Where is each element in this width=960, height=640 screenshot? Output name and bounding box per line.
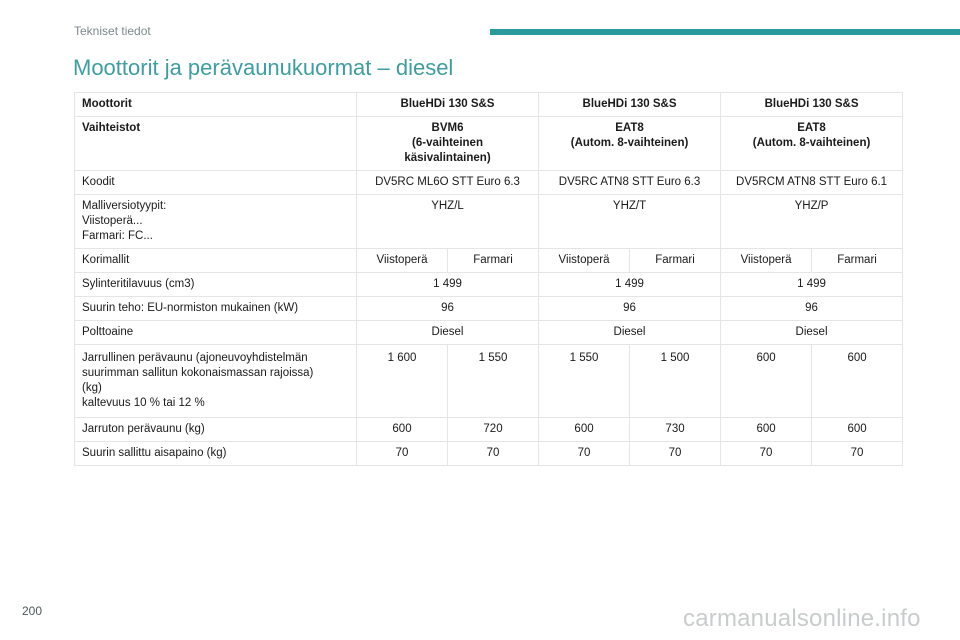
gearbox-line: EAT8 [797, 122, 826, 134]
power-cell: 96 [357, 297, 539, 321]
gearbox-line: BVM6 [431, 122, 464, 134]
header-accent-bar [490, 29, 960, 35]
braked-trailer-label-line: Jarrullinen perävaunu (ajoneuvoyhdistelmän [82, 352, 308, 364]
displacement-cell: 1 499 [721, 273, 903, 297]
codes-label: Koodit [75, 171, 357, 195]
model-cell: YHZ/P [721, 195, 903, 249]
page-title: Moottorit ja perävaunukuormat – diesel [73, 55, 454, 80]
watermark: carmanualsonline.info [683, 605, 921, 632]
engine-header: BlueHDi 130 S&S [357, 93, 539, 117]
table-row-fuel [75, 321, 903, 345]
braked-trailer-cell: 1 500 [630, 345, 721, 418]
braked-trailer-cell: 1 550 [448, 345, 539, 418]
section-label: Tekniset tiedot [74, 24, 151, 38]
models-label-line: Farmari: FC... [82, 230, 153, 242]
engine-header: BlueHDi 130 S&S [721, 93, 903, 117]
nose-weight-cell: 70 [721, 442, 812, 466]
body-cell: Viistoperä [357, 249, 448, 273]
body-cell: Farmari [630, 249, 721, 273]
table-row-gearbox [75, 117, 903, 171]
fuel-label: Polttoaine [75, 321, 357, 345]
gearbox-cell [721, 117, 903, 171]
displacement-label: Sylinteritilavuus (cm3) [75, 273, 357, 297]
gearbox-line: käsivalintainen) [404, 152, 491, 164]
power-cell: 96 [721, 297, 903, 321]
gearbox-label: Vaihteistot [75, 117, 357, 171]
body-cell: Viistoperä [721, 249, 812, 273]
unbraked-trailer-cell: 600 [357, 418, 448, 442]
bodies-label: Korimallit [75, 249, 357, 273]
unbraked-trailer-cell: 600 [812, 418, 903, 442]
unbraked-trailer-cell: 600 [539, 418, 630, 442]
gearbox-cell [539, 117, 721, 171]
model-cell: YHZ/L [357, 195, 539, 249]
code-cell: DV5RC ATN8 STT Euro 6.3 [539, 171, 721, 195]
models-label-line: Malliversiotyypit: [82, 200, 167, 212]
unbraked-trailer-label: Jarruton perävaunu (kg) [75, 418, 357, 442]
displacement-cell: 1 499 [539, 273, 721, 297]
nose-weight-cell: 70 [357, 442, 448, 466]
fuel-cell: Diesel [357, 321, 539, 345]
gearbox-line: EAT8 [615, 122, 644, 134]
body-cell: Viistoperä [539, 249, 630, 273]
table-row-codes [75, 171, 903, 195]
page-number: 200 [22, 604, 43, 618]
models-label [75, 195, 357, 249]
engine-spec-table [74, 92, 903, 466]
engines-label: Moottorit [75, 93, 357, 117]
braked-trailer-cell: 600 [721, 345, 812, 418]
table-row-bodies [75, 249, 903, 273]
table-row-nose-weight [75, 442, 903, 466]
braked-trailer-label-line: (kg) [82, 382, 102, 394]
nose-weight-cell: 70 [448, 442, 539, 466]
gearbox-line: (6-vaihteinen [412, 137, 483, 149]
nose-weight-cell: 70 [539, 442, 630, 466]
nose-weight-label: Suurin sallittu aisapaino (kg) [75, 442, 357, 466]
models-label-line: Viistoperä... [82, 215, 143, 227]
gearbox-line: (Autom. 8-vaihteinen) [570, 137, 689, 149]
code-cell: DV5RC ML6O STT Euro 6.3 [357, 171, 539, 195]
gearbox-line: (Autom. 8-vaihteinen) [752, 137, 871, 149]
displacement-cell: 1 499 [357, 273, 539, 297]
braked-trailer-cell: 1 600 [357, 345, 448, 418]
braked-trailer-cell: 600 [812, 345, 903, 418]
nose-weight-cell: 70 [630, 442, 721, 466]
braked-trailer-label-line: suurimman sallitun kokonaismassan rajoissa) [82, 367, 314, 379]
power-cell: 96 [539, 297, 721, 321]
table-row-braked-trailer [75, 345, 903, 418]
body-cell: Farmari [812, 249, 903, 273]
code-cell: DV5RCM ATN8 STT Euro 6.1 [721, 171, 903, 195]
table-row-displacement [75, 273, 903, 297]
engine-header: BlueHDi 130 S&S [539, 93, 721, 117]
nose-weight-cell: 70 [812, 442, 903, 466]
table-row-models [75, 195, 903, 249]
unbraked-trailer-cell: 730 [630, 418, 721, 442]
braked-trailer-cell: 1 550 [539, 345, 630, 418]
model-cell: YHZ/T [539, 195, 721, 249]
power-label: Suurin teho: EU-normiston mukainen (kW) [75, 297, 357, 321]
braked-trailer-label [75, 345, 357, 418]
fuel-cell: Diesel [539, 321, 721, 345]
fuel-cell: Diesel [721, 321, 903, 345]
table-row-engines [75, 93, 903, 117]
gearbox-cell [357, 117, 539, 171]
unbraked-trailer-cell: 600 [721, 418, 812, 442]
unbraked-trailer-cell: 720 [448, 418, 539, 442]
table-row-unbraked-trailer [75, 418, 903, 442]
body-cell: Farmari [448, 249, 539, 273]
table-row-power [75, 297, 903, 321]
braked-trailer-label-line: kaltevuus 10 % tai 12 % [82, 397, 205, 409]
